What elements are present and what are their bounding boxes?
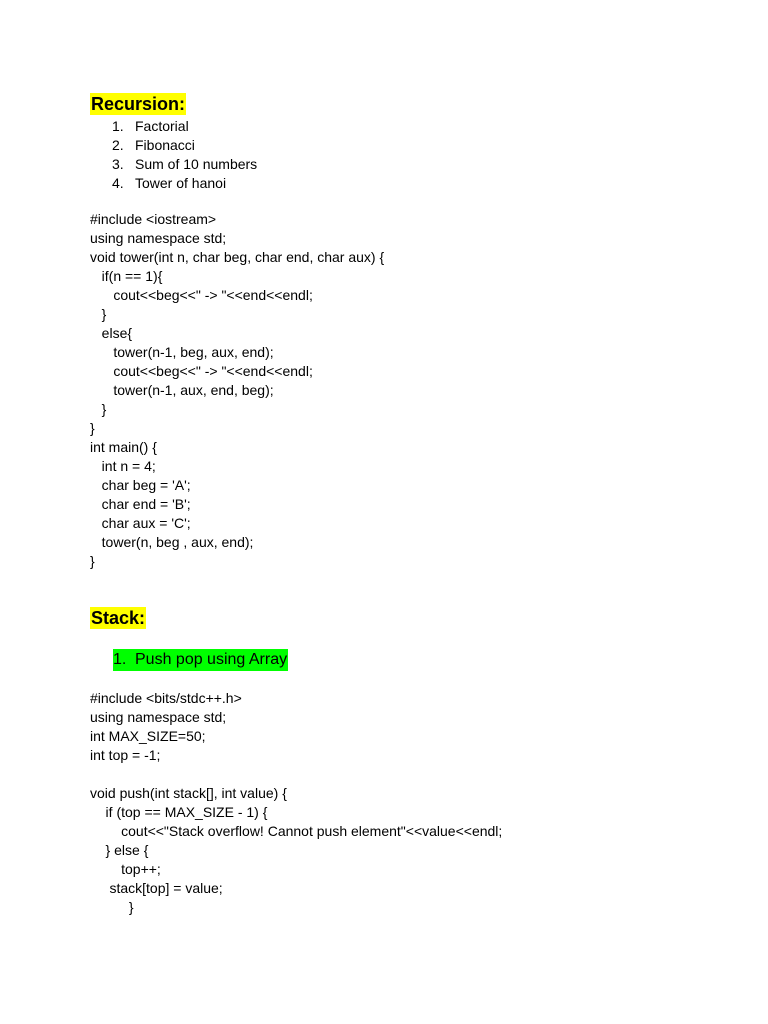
code-line: int main() {: [90, 439, 157, 455]
code-line: if(n == 1){: [90, 268, 163, 284]
code-line: int top = -1;: [90, 747, 161, 763]
code-line: void push(int stack[], int value) {: [90, 785, 287, 801]
code-line: }: [90, 306, 107, 322]
code-line: tower(n-1, aux, end, beg);: [90, 382, 274, 398]
code-line: void tower(int n, char beg, char end, char aux) {: [90, 249, 385, 265]
list-item: [112, 136, 257, 155]
code-line: }: [90, 401, 107, 417]
tower-of-hanoi-code-block: [90, 210, 384, 571]
code-line: stack[top] = value;: [90, 880, 223, 896]
code-line: cout<<beg<<" -> "<<end<<endl;: [90, 287, 313, 303]
code-line: char beg = 'A';: [90, 477, 191, 493]
code-line: cout<<beg<<" -> "<<end<<endl;: [90, 363, 313, 379]
code-line: [90, 765, 502, 784]
code-line: top++;: [90, 861, 161, 877]
code-line: }: [90, 899, 134, 915]
list-number: 1.: [112, 118, 124, 134]
list-number: 1.: [113, 651, 127, 668]
stack-subtopic-item: [113, 649, 288, 671]
recursion-heading: Recursion:: [91, 94, 186, 114]
code-line: else{: [90, 325, 133, 341]
code-line: int MAX_SIZE=50;: [90, 728, 206, 744]
list-item: [112, 117, 257, 136]
code-line: } else {: [90, 842, 149, 858]
recursion-topic-list: [112, 117, 257, 193]
list-text: Factorial: [135, 118, 189, 134]
code-line: int n = 4;: [90, 458, 156, 474]
stack-push-code-block: [90, 689, 502, 917]
stack-heading: Stack:: [91, 608, 146, 628]
list-number: 4.: [112, 175, 124, 191]
list-text: Fibonacci: [135, 137, 195, 153]
list-item: [112, 174, 257, 193]
code-line: tower(n-1, beg, aux, end);: [90, 344, 274, 360]
code-line: char end = 'B';: [90, 496, 191, 512]
code-line: cout<<"Stack overflow! Cannot push element"<<value<<endl;: [90, 823, 503, 839]
code-line: #include <iostream>: [90, 211, 217, 227]
list-text: Tower of hanoi: [135, 175, 227, 191]
list-text: Push pop using Array: [135, 651, 288, 668]
code-line: if (top == MAX_SIZE - 1) {: [90, 804, 268, 820]
code-line: using namespace std;: [90, 709, 227, 725]
list-item: [112, 155, 257, 174]
code-line: #include <bits/stdc++.h>: [90, 690, 242, 706]
list-number: 2.: [112, 137, 124, 153]
list-text: Sum of 10 numbers: [135, 156, 258, 172]
code-line: char aux = 'C';: [90, 515, 191, 531]
code-line: }: [90, 553, 95, 569]
list-number: 3.: [112, 156, 124, 172]
code-line: }: [90, 420, 95, 436]
code-line: tower(n, beg , aux, end);: [90, 534, 254, 550]
code-line: using namespace std;: [90, 230, 227, 246]
